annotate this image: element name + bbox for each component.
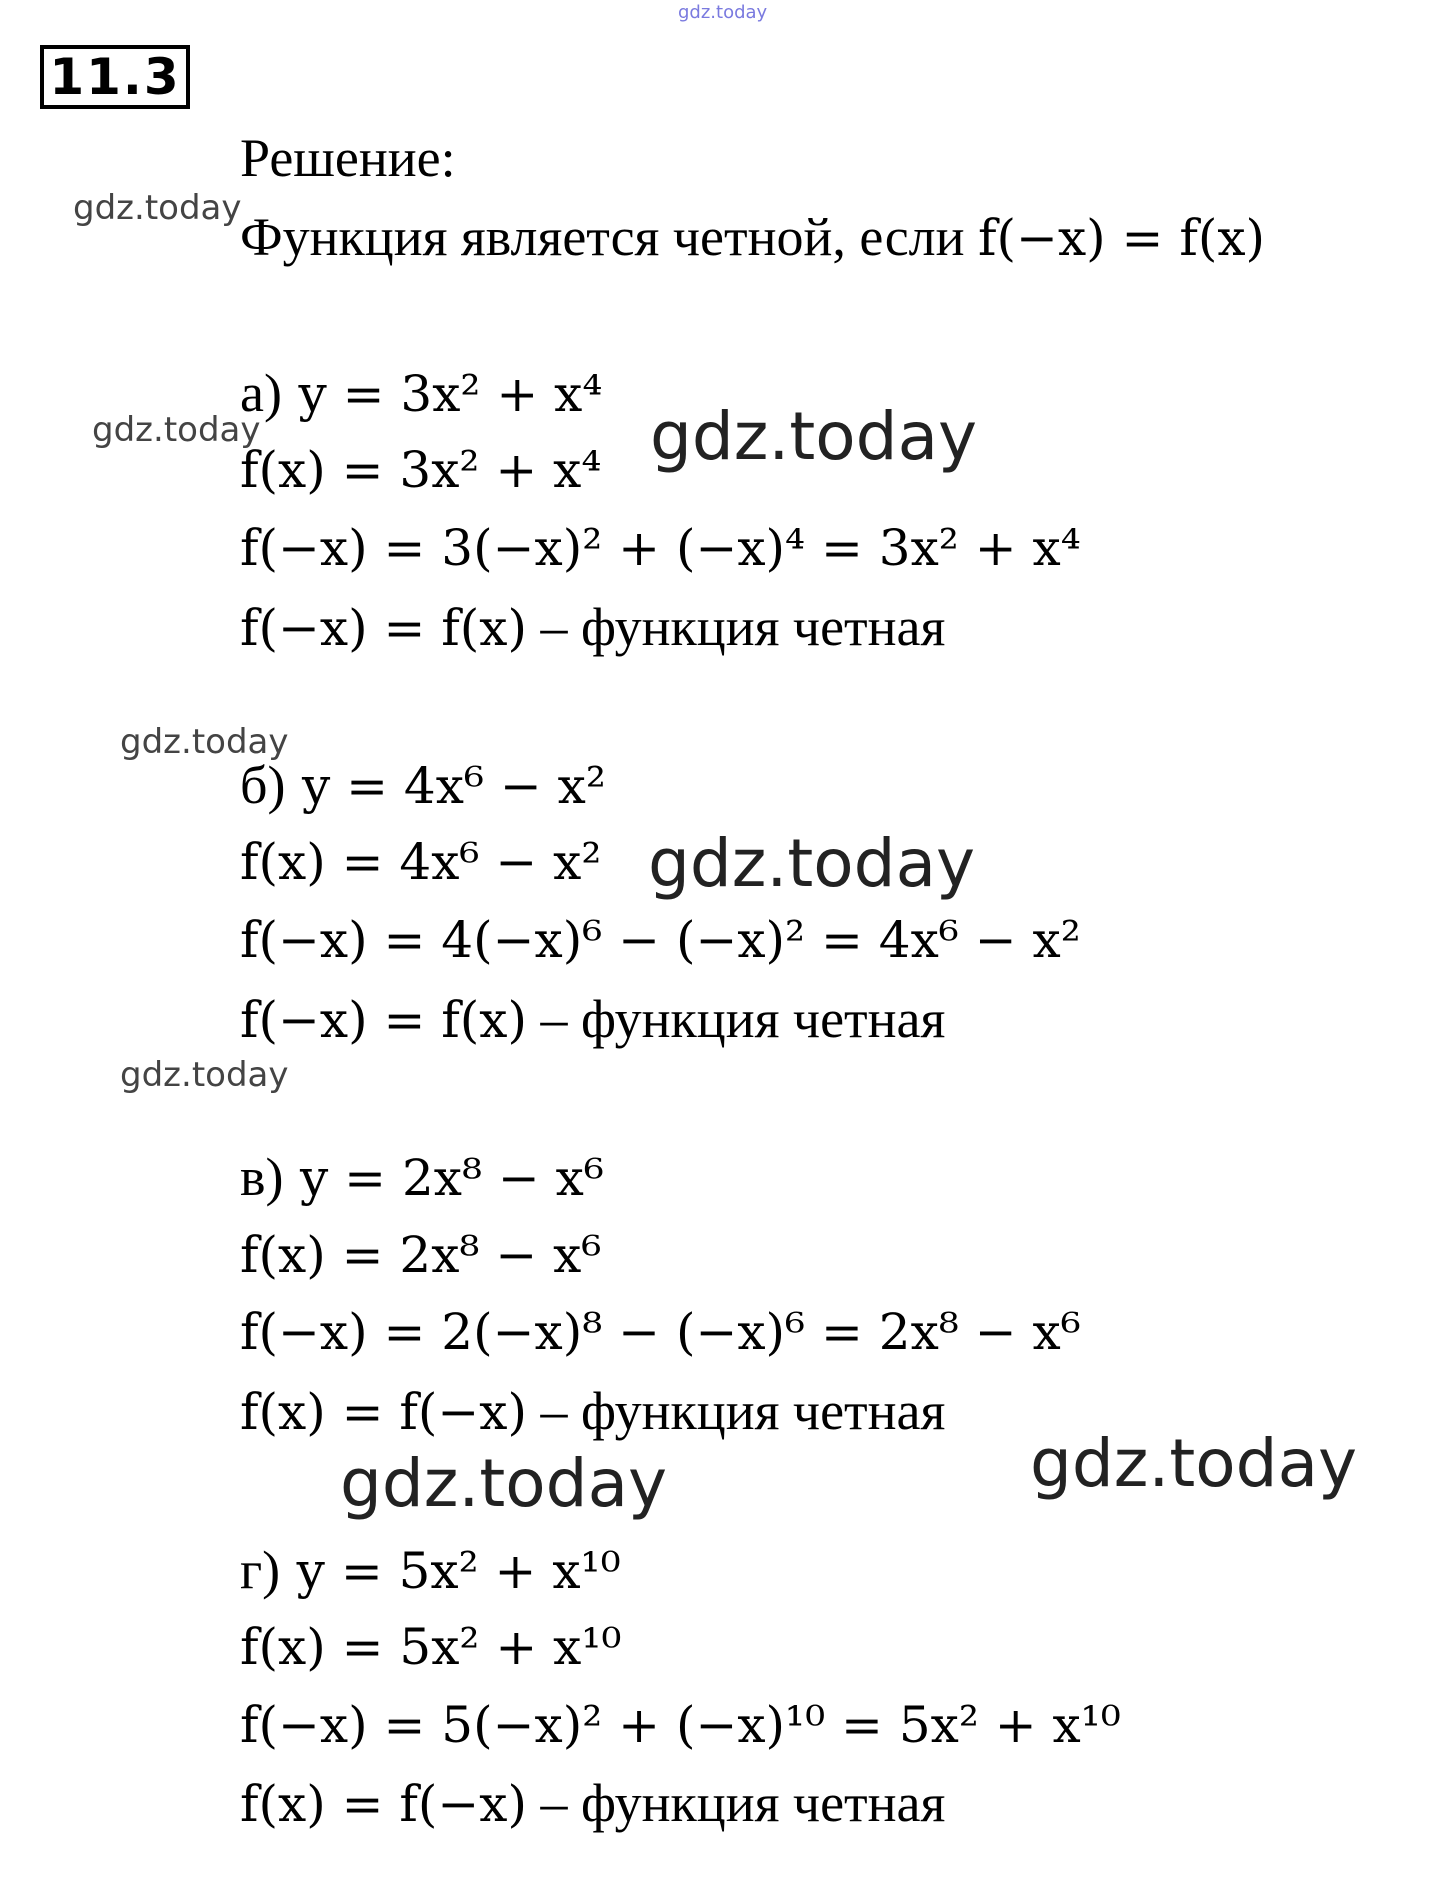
watermark: gdz.today <box>650 398 978 475</box>
part-d-fminusx: f(−x) = 5(−x)² + (−x)¹⁰ = 5x² + x¹⁰ <box>240 1696 1121 1754</box>
part-b-conclusion <box>240 989 945 1050</box>
watermark: gdz.today <box>73 188 242 228</box>
conclusion-text: – функция четная <box>527 989 946 1049</box>
watermark: gdz.today <box>92 410 261 450</box>
part-a-fx: f(x) = 3x² + x⁴ <box>240 441 602 499</box>
conclusion-formula: f(x) = f(−x) <box>240 1775 528 1833</box>
part-label: в) <box>240 1147 284 1207</box>
part-d-given <box>240 1540 621 1601</box>
part-formula: y = 2x⁸ − x⁶ <box>300 1149 604 1207</box>
part-b-given <box>240 755 606 816</box>
watermark: gdz.today <box>1030 1425 1358 1502</box>
part-c-conclusion <box>240 1381 945 1442</box>
part-b-fx: f(x) = 4x⁶ − x² <box>240 833 602 891</box>
part-c-given <box>240 1147 604 1208</box>
part-formula: y = 4x⁶ − x² <box>302 757 606 815</box>
part-a-given <box>240 363 602 424</box>
part-d-fx: f(x) = 5x² + x¹⁰ <box>240 1618 622 1676</box>
part-c-fminusx: f(−x) = 2(−x)⁸ − (−x)⁶ = 2x⁸ − x⁶ <box>240 1303 1081 1361</box>
conclusion-text: – функция четная <box>527 597 946 657</box>
conclusion-formula: f(−x) = f(x) <box>240 599 528 657</box>
part-formula: y = 5x² + x¹⁰ <box>296 1542 621 1600</box>
conclusion-formula: f(−x) = f(x) <box>240 991 528 1049</box>
part-c-fx: f(x) = 2x⁸ − x⁶ <box>240 1226 602 1284</box>
definition-formula: f(−x) = f(x) <box>978 209 1266 267</box>
problem-number: 11.3 <box>40 45 190 109</box>
watermark: gdz.today <box>340 1445 668 1522</box>
part-label: а) <box>240 363 282 423</box>
definition-line <box>240 207 1265 268</box>
part-label: г) <box>240 1540 281 1600</box>
part-a-fminusx: f(−x) = 3(−x)² + (−x)⁴ = 3x² + x⁴ <box>240 519 1081 577</box>
watermark: gdz.today <box>648 825 976 902</box>
conclusion-formula: f(x) = f(−x) <box>240 1383 528 1441</box>
definition-text: Функция является четной, если <box>240 207 979 267</box>
watermark-top: gdz.today <box>678 2 768 23</box>
conclusion-text: – функция четная <box>527 1381 946 1441</box>
part-formula: y = 3x² + x⁴ <box>298 365 603 423</box>
part-label: б) <box>240 755 286 815</box>
conclusion-text: – функция четная <box>527 1773 946 1833</box>
watermark: gdz.today <box>120 1055 289 1095</box>
part-b-fminusx: f(−x) = 4(−x)⁶ − (−x)² = 4x⁶ − x² <box>240 911 1081 969</box>
part-a-conclusion <box>240 597 945 658</box>
solution-heading: Решение: <box>240 128 456 188</box>
part-d-conclusion <box>240 1773 945 1834</box>
watermark: gdz.today <box>120 722 289 762</box>
